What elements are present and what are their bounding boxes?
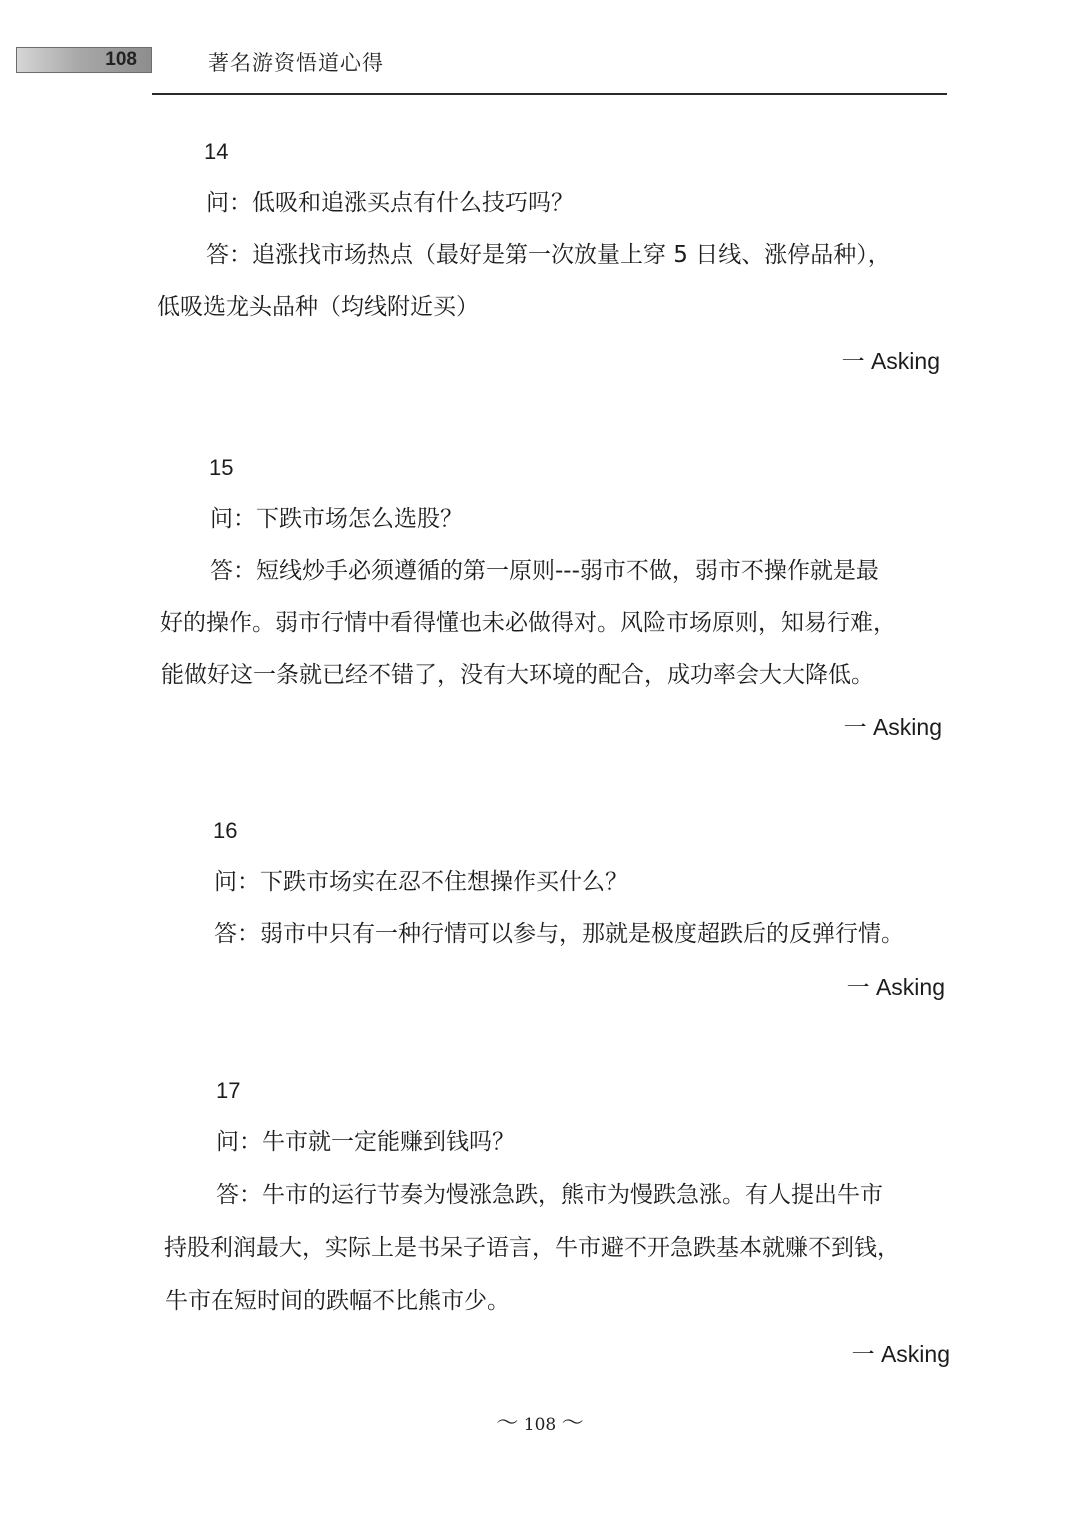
footer-tilde-right: ～	[561, 1411, 584, 1436]
entry-number: 17	[216, 1078, 241, 1103]
page-number-tab	[16, 47, 152, 73]
footer-page-number	[0, 1406, 1080, 1437]
footer-page-number-text: 108	[523, 1415, 557, 1435]
attribution: 一 Asking	[851, 1341, 950, 1367]
entry-number: 14	[204, 139, 229, 164]
answer-line: 答：弱市中只有一种行情可以参与，那就是极度超跌后的反弹行情。	[214, 921, 904, 947]
answer-line: 持股利润最大，实际上是书呆子语言，牛市避不开急跌基本就赚不到钱，	[164, 1235, 900, 1261]
attribution: 一 Asking	[846, 974, 945, 1000]
header-divider	[152, 93, 947, 95]
question-text: 问：牛市就一定能赚到钱吗？	[216, 1129, 515, 1155]
book-title: 著名游资悟道心得	[208, 51, 384, 75]
question-text: 问：下跌市场怎么选股？	[210, 506, 463, 532]
answer-line: 牛市在短时间的跌幅不比熊市少。	[165, 1288, 510, 1314]
answer-line: 答：短线炒手必须遵循的第一原则---弱市不做，弱市不操作就是最	[210, 558, 879, 584]
question-text: 问：低吸和追涨买点有什么技巧吗？	[206, 190, 574, 216]
answer-line: 答：牛市的运行节奏为慢涨急跌，熊市为慢跌急涨。有人提出牛市	[216, 1182, 883, 1208]
entry-number: 16	[213, 818, 238, 843]
attribution: 一 Asking	[843, 714, 942, 740]
header-page-number: 108	[105, 49, 137, 70]
answer-line: 能做好这一条就已经不错了，没有大环境的配合，成功率会大大降低。	[161, 662, 874, 688]
attribution: 一 Asking	[841, 348, 940, 374]
entry-number: 15	[209, 455, 234, 480]
footer-tilde-left: ～	[496, 1411, 519, 1436]
question-text: 问：下跌市场实在忍不住想操作买什么？	[214, 869, 628, 895]
answer-line: 答：追涨找市场热点（最好是第一次放量上穿 5 日线、涨停品种），	[206, 242, 891, 268]
answer-line: 低吸选龙头品种（均线附近买）	[157, 294, 479, 320]
answer-line: 好的操作。弱市行情中看得懂也未必做得对。风险市场原则，知易行难，	[160, 610, 896, 636]
